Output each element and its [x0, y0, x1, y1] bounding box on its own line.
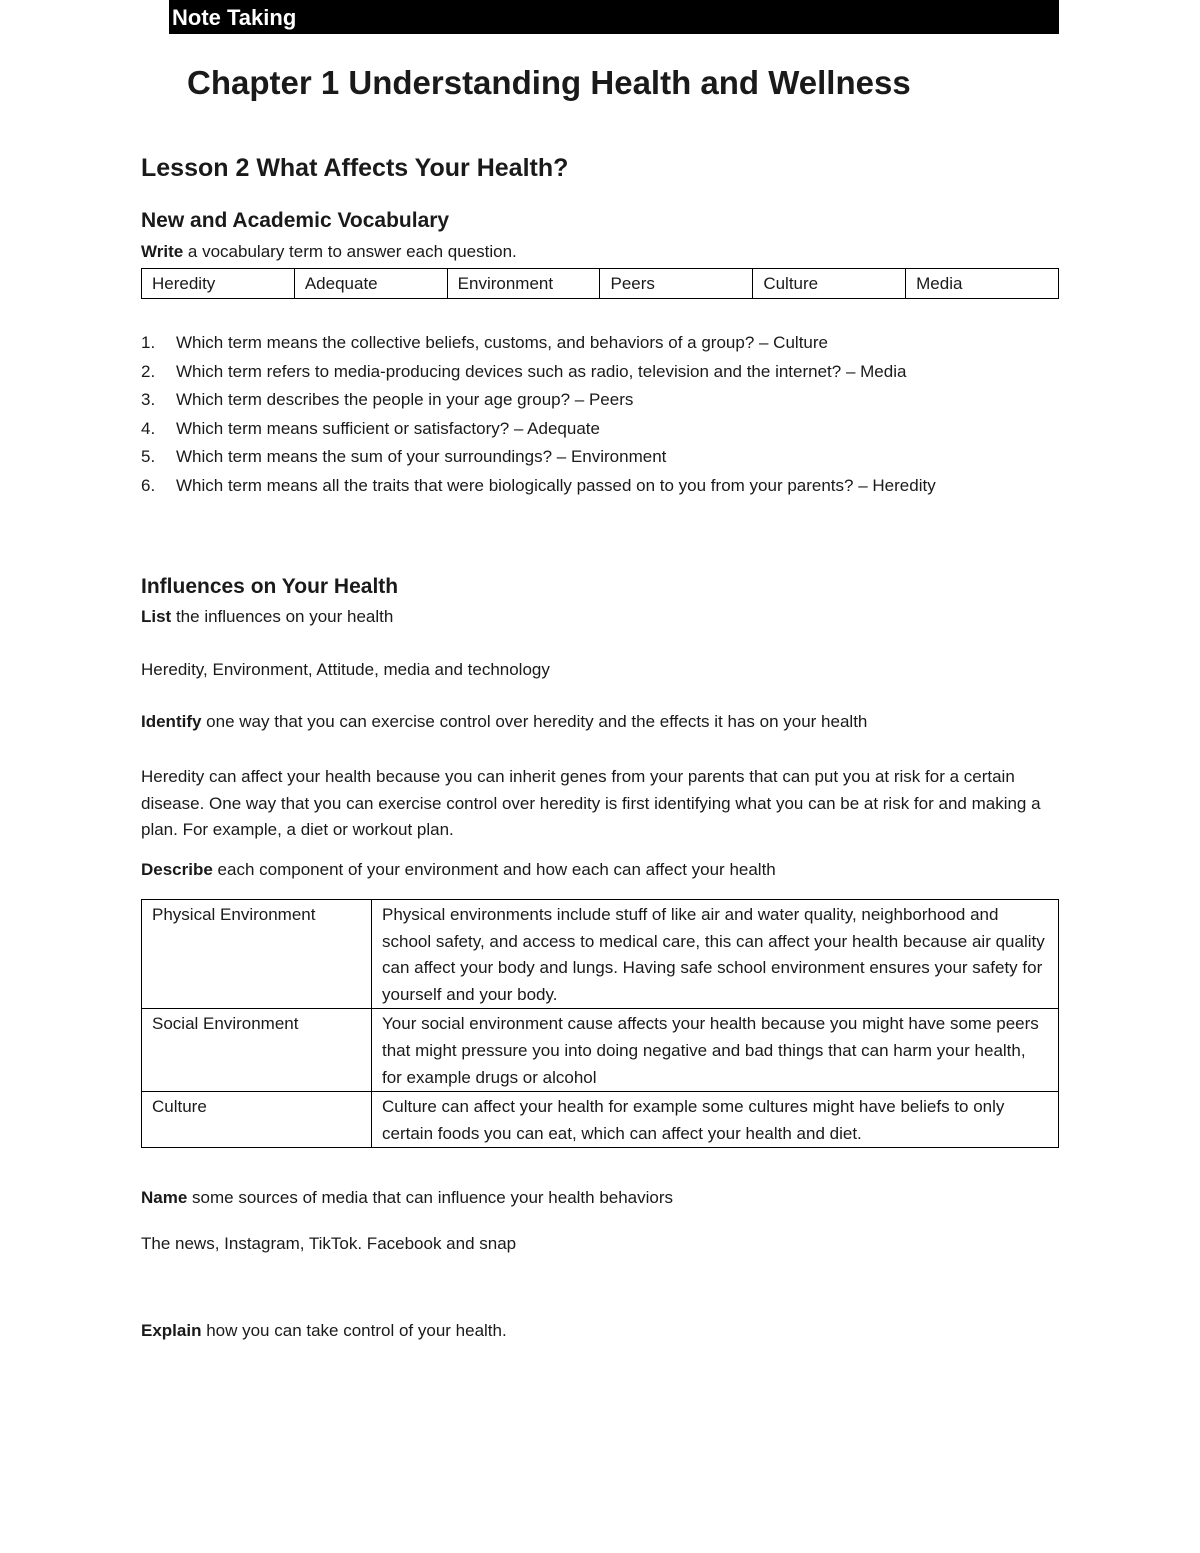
- vocab-instruction-text: a vocabulary term to answer each question.: [183, 242, 517, 261]
- vocab-heading: New and Academic Vocabulary: [141, 209, 450, 232]
- lesson-title: Lesson 2 What Affects Your Health?: [141, 154, 569, 182]
- environment-description: Culture can affect your health for example some cultures might have beliefs to only certain foods you can eat, which can affect your health and diet.: [372, 1092, 1059, 1148]
- vocab-instruction-verb: Write: [141, 242, 184, 261]
- vocab-term: Adequate: [294, 269, 447, 298]
- environment-description: Your social environment cause affects your health because you might have some peers that might pressure you into doing negative and bad things that can harm your health, for example drugs or alcohol: [372, 1009, 1059, 1092]
- list-prompt-verb: List: [141, 607, 172, 626]
- environment-table: [141, 899, 1059, 1148]
- vocab-term: Culture: [752, 269, 905, 298]
- name-prompt: [141, 1188, 673, 1208]
- identify-answer: Heredity can affect your health because you can inherit genes from your parents that can put you at risk for a certain disease. One way that you can exercise control over heredity is first identifying what you can be at risk for and making a plan. For example, a diet or workout plan.: [141, 767, 1041, 840]
- explain-prompt-verb: Explain: [141, 1321, 202, 1340]
- describe-prompt-verb: Describe: [141, 860, 213, 879]
- question-text: Which term means the sum of your surroundings? – Environment: [176, 447, 667, 467]
- list-prompt: [141, 607, 393, 627]
- name-answer: The news, Instagram, TikTok. Facebook and snap: [141, 1234, 517, 1253]
- question-item: [141, 443, 1059, 472]
- question-number: 5.: [141, 447, 156, 467]
- vocab-term: Media: [905, 269, 1058, 298]
- note-taking-header: Note Taking: [169, 0, 1059, 34]
- question-text: Which term describes the people in your age group? – Peers: [176, 390, 634, 410]
- question-item: [141, 386, 1059, 415]
- vocab-term: Peers: [599, 269, 752, 298]
- name-prompt-text: some sources of media that can influence your health behaviors: [187, 1188, 674, 1207]
- explain-prompt-text: how you can take control of your health.: [201, 1321, 507, 1340]
- vocab-instruction: [141, 242, 517, 262]
- question-item: [141, 415, 1059, 444]
- question-item: [141, 472, 1059, 501]
- environment-description: Physical environments include stuff of like air and water quality, neighborhood and school safety, and access to medical care, this can affect your health because air quality can affect your body and lungs. Having safe school environment ensures your safety for yourself and your body.: [372, 900, 1059, 1009]
- list-answer: Heredity, Environment, Attitude, media and technology: [141, 660, 550, 679]
- question-text: Which term means sufficient or satisfactory? – Adequate: [176, 418, 600, 438]
- identify-prompt: [141, 712, 867, 732]
- table-row: [142, 900, 1059, 1009]
- describe-prompt: [141, 860, 776, 880]
- question-number: 1.: [141, 333, 156, 352]
- table-row: [142, 1092, 1059, 1148]
- table-row: [142, 1009, 1059, 1092]
- vocab-term: Heredity: [152, 274, 216, 293]
- influences-heading: Influences on Your Health: [141, 575, 399, 598]
- describe-prompt-text: each component of your environment and how each can affect your health: [212, 860, 776, 879]
- question-item: [141, 329, 1059, 358]
- identify-prompt-text: one way that you can exercise control over heredity and the effects it has on your health: [201, 712, 868, 731]
- vocab-term: Environment: [447, 269, 600, 298]
- chapter-title: Chapter 1 Understanding Health and Wellness: [187, 64, 911, 101]
- list-prompt-text: the influences on your health: [171, 607, 394, 626]
- question-number: 4.: [141, 418, 156, 438]
- question-number: 6.: [141, 475, 156, 495]
- question-number: 2.: [141, 361, 156, 381]
- question-number: 3.: [141, 390, 156, 410]
- vocab-term-table: [141, 268, 1059, 299]
- question-text: Which term refers to media-producing devices such as radio, television and the internet? – Media: [176, 361, 907, 381]
- vocab-question-list: [141, 329, 1059, 501]
- question-item: [141, 358, 1059, 387]
- environment-label: Social Environment: [142, 1009, 372, 1092]
- environment-label: Physical Environment: [142, 900, 372, 1009]
- question-text: Which term means all the traits that were biologically passed on to you from your parents? – Heredity: [176, 475, 936, 495]
- question-text: Which term means the collective beliefs, customs, and behaviors of a group? – Culture: [176, 333, 828, 352]
- environment-label: Culture: [142, 1092, 372, 1148]
- explain-prompt: [141, 1321, 507, 1341]
- name-prompt-verb: Name: [141, 1188, 188, 1207]
- identify-prompt-verb: Identify: [141, 712, 202, 731]
